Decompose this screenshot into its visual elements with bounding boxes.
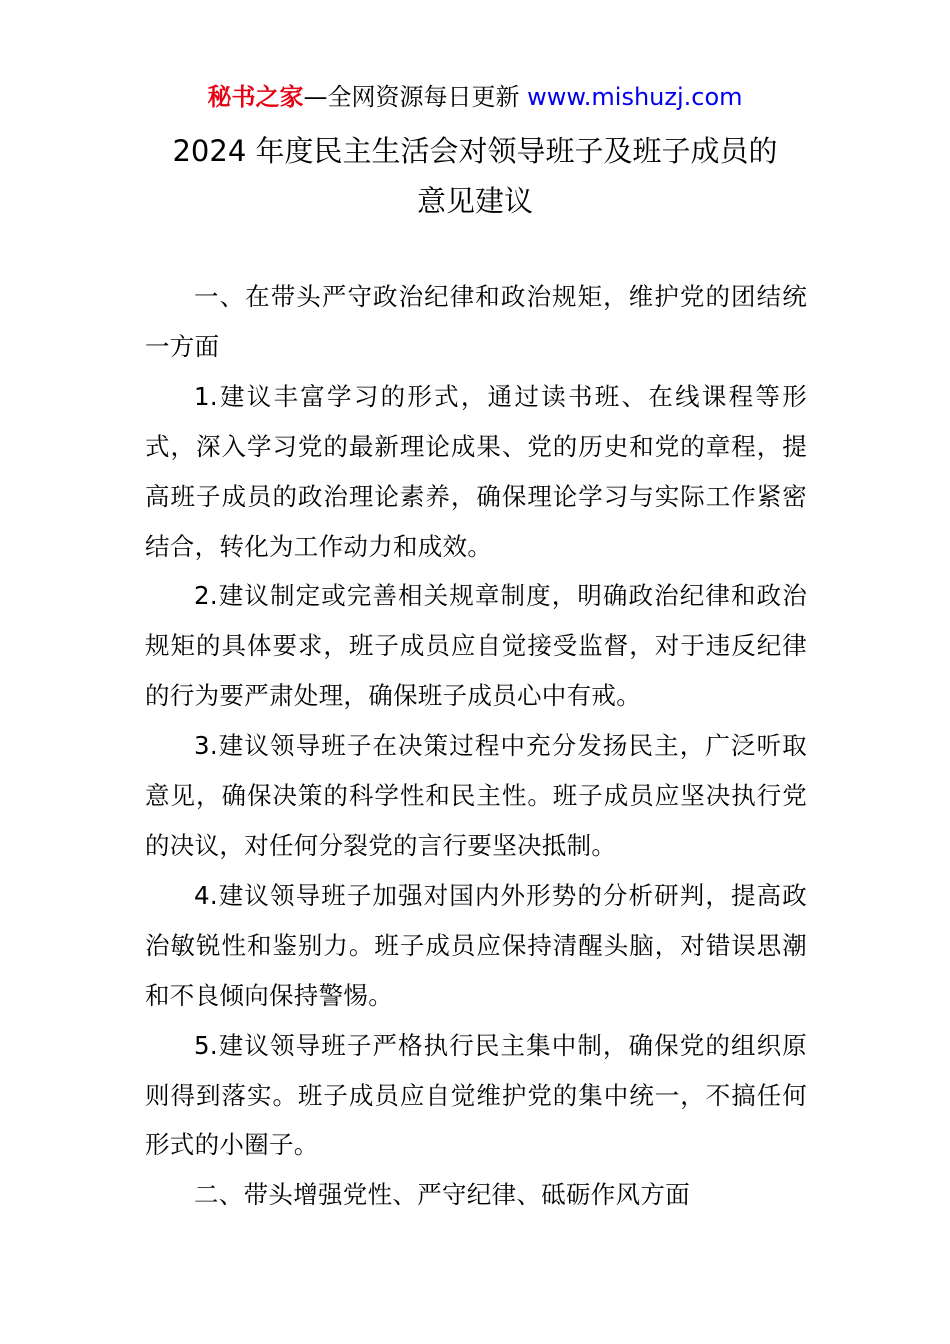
- site-url-link[interactable]: www.mishuzj.com: [527, 83, 743, 111]
- brand-name: 秘书之家: [207, 83, 304, 111]
- title-line-2: 意见建议: [416, 184, 533, 218]
- document-title: [0, 126, 950, 226]
- header-tagline: —全网资源每日更新: [303, 83, 520, 111]
- paragraph-2: 2.建议制定或完善相关规章制度，明确政治纪律和政治规矩的具体要求，班子成员应自觉接受监督，对于违反纪律的行为要严肃处理，确保班子成员心中有戒。: [145, 581, 807, 711]
- paragraph-3: 3.建议领导班子在决策过程中充分发扬民主，广泛听取意见，确保决策的科学性和民主性。班子成员应坚决执行党的决议，对任何分裂党的言行要坚决抵制。: [145, 731, 807, 860]
- section-heading-1: 一、在带头严守政治纪律和政治规矩，维护党的团结统一方面: [145, 282, 807, 361]
- title-line-1: 2024 年度民主生活会对领导班子及班子成员的: [172, 134, 778, 168]
- section-heading-2: 二、带头增强党性、严守纪律、砥砺作风方面: [194, 1180, 690, 1210]
- document-body: [145, 272, 807, 1220]
- paragraph-5: 5.建议领导班子严格执行民主集中制，确保党的组织原则得到落实。班子成员应自觉维护党的集中统一，不搞任何形式的小圈子。: [145, 1030, 807, 1160]
- paragraph-1: 1.建议丰富学习的形式，通过读书班、在线课程等形式，深入学习党的最新理论成果、党的历史和党的章程，提高班子成员的政治理论素养，确保理论学习与实际工作紧密结合，转化为工作动力和成效。: [145, 381, 807, 561]
- watermark-header: [0, 80, 950, 114]
- paragraph-4: 4.建议领导班子加强对国内外形势的分析研判，提高政治敏锐性和鉴别力。班子成员应保持清醒头脑，对错误思潮和不良倾向保持警惕。: [145, 880, 807, 1010]
